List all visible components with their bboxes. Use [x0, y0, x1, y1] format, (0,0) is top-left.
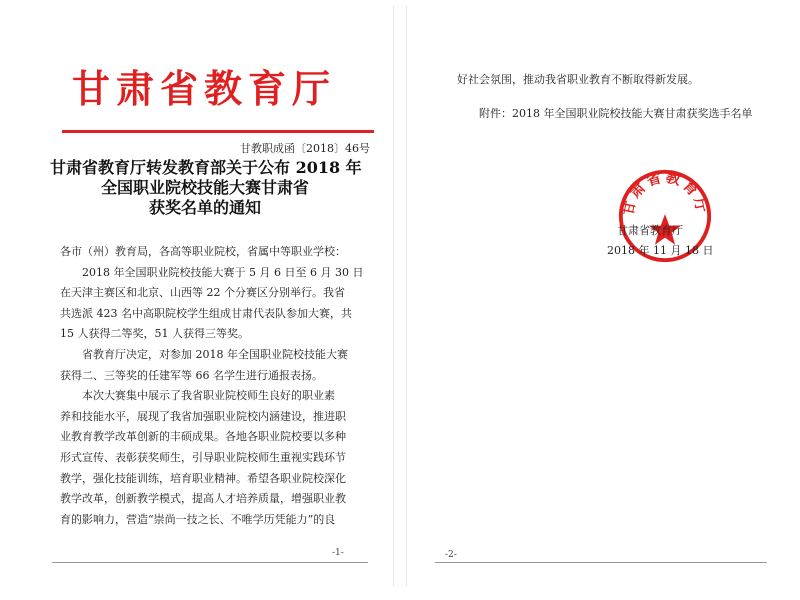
body-text-line: 业教育教学改革创新的丰硕成果。各地各职业院校要以多种 [60, 430, 346, 444]
document-number: 甘教职成函〔2018〕46号 [240, 142, 370, 155]
body-text-line: 附件：2018 年全国职业院校技能大赛甘肃获奖选手名单 [479, 107, 753, 120]
issue-date: 2018 年 11 月 18 日 [607, 244, 714, 257]
notice-body-page-2 [457, 70, 767, 124]
body-text-line: 育的影响力，营造“崇尚一技之长、不唯学历凭能力”的良 [60, 512, 336, 526]
body-text-line: 获得二、三等奖的任建军等 66 名学生进行通报表扬。 [60, 368, 323, 382]
notice-title-line: 甘肃省教育厅转发教育部关于公布 2018 年 [50, 158, 362, 177]
footer-rule [52, 562, 368, 563]
body-text-line: 本次大赛集中展示了我省职业院校师生良好的职业素 [82, 389, 335, 403]
footer-rule [435, 562, 767, 563]
page-number: -1- [332, 548, 344, 558]
salutation: 各市（州）教育局，各高等职业院校，省属中等职业学校： [60, 245, 346, 258]
notice-body-page-1 [60, 242, 366, 530]
body-text-line: 2018 年全国职业院校技能大赛于 5 月 6 日至 6 月 30 日 [82, 265, 364, 279]
document-page-1 [10, 6, 394, 586]
letterhead-red-rule [62, 130, 374, 133]
page-number: -2- [445, 550, 457, 560]
notice-title-line: 获奖名单的通知 [148, 198, 261, 217]
body-text-line: 养和技能水平，展现了我省加强职业院校内涵建设，推进职 [60, 409, 346, 423]
letterhead-title: 甘肃省教育厅 [72, 67, 337, 111]
body-text-line: 形式宣传、表彰获奖师生，引导职业院校师生重视实践环节 [60, 450, 346, 464]
signature-organization: 甘肃省教育厅 [617, 224, 683, 237]
body-text-line: 教学改革，创新教学模式，提高人才培养质量，增强职业教 [60, 492, 346, 506]
svg-text:甘肃省教育厅: 甘肃省教育厅 [620, 169, 710, 217]
body-text-line: 15 人获得二等奖，51 人获得三等奖。 [60, 327, 249, 341]
body-text-line: 共选派 423 名中高职院校学生组成甘肃代表队参加大赛，共 [60, 306, 352, 320]
body-text-line: 教学，强化技能训练，培育职业精神。希望各职业院校深化 [60, 471, 346, 485]
notice-title [50, 158, 360, 218]
notice-title-line: 全国职业院校技能大赛甘肃省 [100, 178, 309, 197]
body-text-line: 好社会氛围，推动我省职业教育不断取得新发展。 [457, 73, 699, 86]
document-page-2 [406, 6, 790, 586]
body-text-line: 在天津主赛区和北京、山西等 22 个分赛区分别举行。我省 [60, 286, 345, 300]
body-text-line: 省教育厅决定，对参加 2018 年全国职业院校技能大赛 [82, 347, 348, 361]
